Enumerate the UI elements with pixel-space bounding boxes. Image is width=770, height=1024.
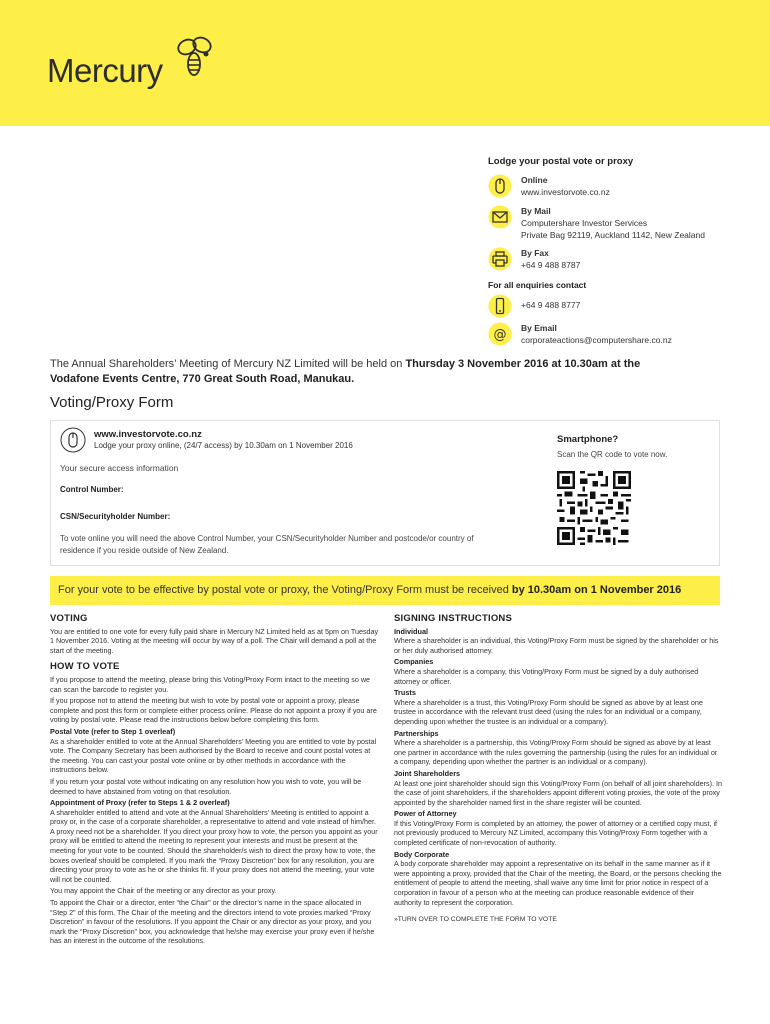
online-vote-url[interactable]: www.investorvote.co.nz bbox=[94, 429, 202, 440]
trusts-text: Where a shareholder is a trust, this Voting/Proxy Form should be signed as above by at least one trustee in accordance with the relevant trust deed (using the rules for an individual or a company, depending upon whether the trustee is an individual or a company). bbox=[394, 697, 703, 726]
mail-icon bbox=[488, 205, 512, 229]
poa-heading: Power of Attorney bbox=[394, 809, 457, 819]
turn-over-note: »TURN OVER TO COMPLETE THE FORM TO VOTE bbox=[394, 916, 557, 924]
meeting-details: Thursday 3 November 2016 at 10.30am at the Vodafone Events Centre, 770 Great South Road, Manukau. bbox=[50, 358, 641, 385]
phone-icon bbox=[488, 294, 512, 318]
how-to-vote-heading: HOW TO VOTE bbox=[50, 661, 120, 673]
online-vote-sub: Lodge your proxy online, (24/7 access) by 10.30am on 1 November 2016 bbox=[94, 441, 353, 450]
at-icon bbox=[488, 322, 512, 346]
meeting-notice bbox=[50, 357, 690, 387]
smartphone-sub: Scan the QR code to vote now. bbox=[557, 450, 668, 459]
voting-text: You are entitled to one vote for every fully paid share in Mercury NZ Limited held as at 5pm on Tuesday 1 November 2016. Voting at the meeting will occur by way of a poll. The Chair will demand a poll at the start of the meeting. bbox=[50, 626, 379, 655]
postal-vote-p1: As a shareholder entitled to vote at the Annual Shareholders’ Meeting you are entitled to vote by postal vote. The Company Secretary has been authorised by the Board to receive and count postal votes at the meeting. You can cast your postal vote online or by other methods in accordance with the instructions below. bbox=[50, 736, 377, 775]
companies-text: Where a shareholder is a company, this Voting/Proxy Form must be signed by a duly authorised attorney or officer. bbox=[394, 666, 699, 686]
signing-heading: SIGNING INSTRUCTIONS bbox=[394, 613, 513, 624]
contact-block bbox=[488, 156, 748, 345]
postal-vote-p2: If you return your postal vote without indicating on any resolution how you wish to vote, you will be deemed to have abstained from voting on that resolution. bbox=[50, 776, 362, 796]
signing-instructions-column bbox=[394, 614, 722, 925]
mail-label: By Mail bbox=[521, 206, 551, 216]
email-label: By Email bbox=[521, 323, 557, 333]
mouse-icon bbox=[60, 427, 86, 453]
partnerships-text: Where a shareholder is a partnership, this Voting/Proxy Form should be signed as above by at least one partner in accordance with the rules governing the partnership (using the rules for an individual or a company, depending upon whether the partner is an individual or a company). bbox=[394, 738, 718, 767]
contact-title: Lodge your postal vote or proxy bbox=[488, 156, 634, 167]
mouse-icon bbox=[488, 174, 512, 198]
online-vote-note: To vote online you will need the above Control Number, your CSN/Securityholder Number and postcode/or country of residence if you reside outside of New Zealand. bbox=[60, 534, 474, 555]
how-to-vote-p2: If you propose not to attend the meeting but wish to vote by postal vote or appoint a proxy, please complete and post this form or complete either process online. Please do not appoint a proxy if you are voting by postal vote. Please read the instructions below before completing this form. bbox=[50, 696, 377, 725]
voting-heading: VOTING bbox=[50, 613, 88, 624]
joint-text: At least one joint shareholder should sign this Voting/Proxy Form (on behalf of all joint shareholders). In the case of joint shareholders, if the shareholders appoint different voting proxies, the vote of the proxy appointed by the shareholder named first in the share register will be counted. bbox=[394, 778, 723, 807]
poa-text: If this Voting/Proxy Form is completed by an attorney, the power of attorney or a certified copy must, if not previously produced to Mercury NZ Limited, accompany this Voting/Proxy Form together with a completed certificate of non-revocation of authority. bbox=[394, 818, 718, 848]
body-corporate-heading: Body Corporate bbox=[394, 849, 450, 859]
svg-text:@: @ bbox=[493, 327, 507, 343]
header-band bbox=[0, 0, 770, 126]
phone-number: +64 9 488 8777 bbox=[521, 300, 581, 310]
proxy-heading: Appointment of Proxy (refer to Steps 1 & 2 overleaf) bbox=[50, 798, 230, 808]
csn-label: CSN/Securityholder Number: bbox=[60, 512, 171, 521]
control-number-label: Control Number: bbox=[60, 485, 124, 494]
body-corporate-text: A body corporate shareholder may appoint a representative on its behalf in the same manner as if it were appointing a proxy, provided that the Chair of the meeting, the Board, or the persons checking the entitlement of people to attend the meeting, shall waive any time limit for prior notice in respect of a corporation in favour of a person who at the meeting can produce reasonable evidence of their authority to represent the corporation. bbox=[394, 859, 722, 907]
individual-heading: Individual bbox=[394, 626, 429, 636]
online-vote-box bbox=[50, 420, 720, 566]
access-info-label: Your secure access information bbox=[60, 463, 179, 473]
fax-number: +64 9 488 8787 bbox=[521, 260, 581, 270]
bee-icon bbox=[175, 34, 215, 82]
form-title: Voting/Proxy Form bbox=[50, 394, 174, 411]
mail-line1: Computershare Investor Services bbox=[521, 218, 648, 228]
qr-code-icon[interactable] bbox=[557, 471, 631, 545]
printer-icon bbox=[488, 247, 512, 271]
online-label: Online bbox=[521, 175, 548, 185]
meeting-intro: The Annual Shareholders’ Meeting of Mercury NZ Limited will be held on bbox=[50, 358, 406, 370]
partnerships-heading: Partnerships bbox=[394, 728, 439, 738]
deadline-date: by 10.30am on 1 November 2016 bbox=[511, 584, 682, 596]
proxy-p3: To appoint the Chair or a director, enter “the Chair” or the director’s name in the space allocated in “Step 2” of this form. The Chair of the meeting and the directors intend to vote proxies marked “Proxy Discretion” in favour of the resolutions. If you appoint the Chair or any director as your proxy, and you mark the “Proxy Discretion” box, you acknowledge that he/she may exercise your proxy even if he/she has an interest in the outcome of the resolutions. bbox=[50, 898, 375, 946]
joint-heading: Joint Shareholders bbox=[394, 768, 461, 778]
trusts-heading: Trusts bbox=[394, 688, 416, 698]
companies-heading: Companies bbox=[394, 657, 434, 667]
brand-name: Mercury bbox=[47, 52, 163, 89]
enquiries-title: For all enquiries contact bbox=[488, 280, 587, 290]
online-url[interactable]: www.investorvote.co.nz bbox=[521, 187, 610, 197]
fax-label: By Fax bbox=[521, 248, 549, 258]
proxy-p1: A shareholder entitled to attend and vote at the Annual Shareholders’ Meeting is entitled to appoint a proxy or, in the case of a corporate shareholder, a representative to attend and vote instead of him/her. A proxy need not be a shareholder. If you direct your proxy how to vote, the person you appoint as your proxy will be entitled to attend the meeting to represent your interests and must be present at the meeting for your vote to be counted. Should the shareholder/s wish to direct the proxy how to vote, the boxes overleaf should be completed. If you mark the “Proxy Discretion” box for any resolution, you are directing your proxy to vote as he or she thinks fit. If your proxy does not attend the meeting, your vote will not be counted. bbox=[50, 807, 378, 884]
deadline-banner bbox=[50, 576, 720, 605]
mail-line2: Private Bag 92119, Auckland 1142, New Zealand bbox=[521, 230, 705, 240]
smartphone-title: Smartphone? bbox=[557, 434, 619, 445]
email-address[interactable]: corporateactions@computershare.co.nz bbox=[521, 335, 672, 345]
instructions-left-column bbox=[50, 614, 380, 948]
individual-text: Where a shareholder is an individual, this Voting/Proxy Form must be signed by the shareholder or his or her duly authorised attorney. bbox=[394, 636, 719, 655]
proxy-p2: You may appoint the Chair of the meeting or any director as your proxy. bbox=[50, 886, 277, 896]
deadline-text: For your vote to be effective by postal vote or proxy, the Voting/Proxy Form must be received bbox=[58, 584, 512, 596]
postal-vote-heading: Postal Vote (refer to Step 1 overleaf) bbox=[50, 726, 176, 736]
how-to-vote-p1: If you propose to attend the meeting, please bring this Voting/Proxy Form intact to the meeting so we can scan the barcode to register you. bbox=[50, 674, 371, 694]
